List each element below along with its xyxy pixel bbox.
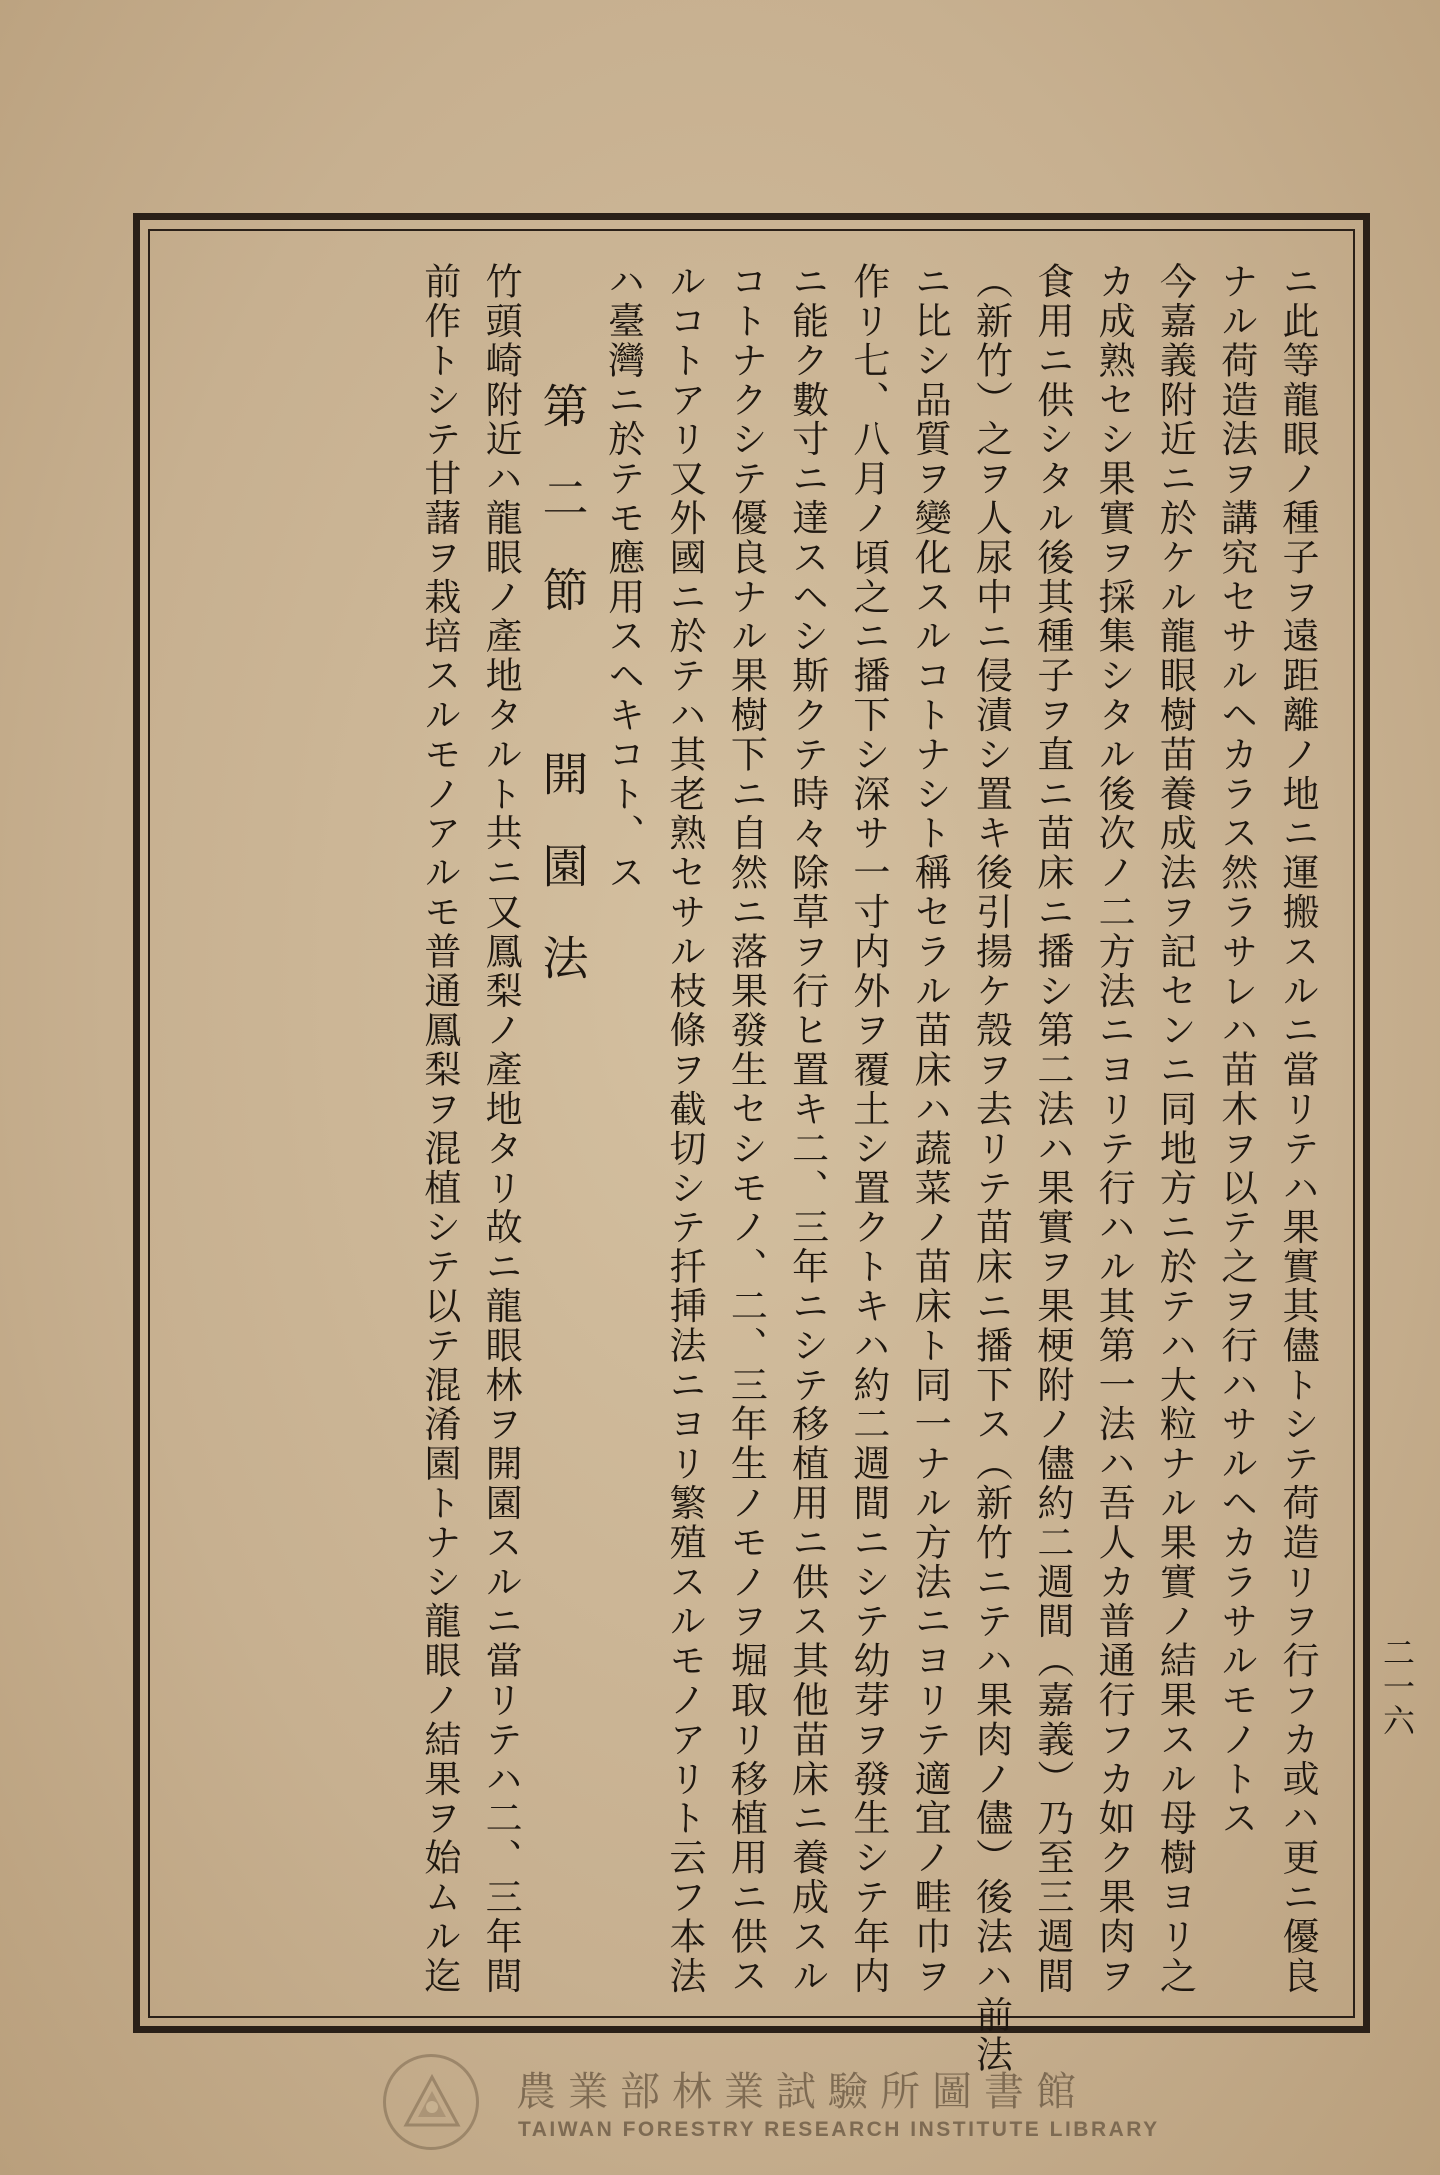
library-name-en: TAIWAN FORESTRY RESEARCH INSTITUTE LIBRARY: [518, 2118, 1160, 2141]
body-text: [188, 262, 1328, 2075]
text-column: 食用ニ供シタル後其種子ヲ直ニ苗床ニ播シ第二法ハ果實ヲ果梗附ノ儘約二週間（嘉義）乃至三週間: [1030, 262, 1074, 1996]
text-column: ニ此等龍眼ノ種子ヲ遠距離ノ地ニ運搬スルニ當リテハ果實其儘トシテ荷造リヲ行フカ或ハ更ニ優良: [1276, 262, 1319, 1996]
library-name-zh: 農業部林業試驗所圖書館: [516, 2069, 1088, 2115]
library-seal-logo: [383, 2054, 479, 2150]
text-column: ニ比シ品質ヲ變化スルコトナシト稱セラル苗床ハ蔬菜ノ苗床ト同一ナル方法ニヨリテ適宜ノ畦巾ヲ: [908, 262, 952, 1996]
text-column: 作リ七、八月ノ頃之ニ播下シ深サ一寸内外ヲ覆土シ置クトキハ約二週間ニシテ幼芽ヲ發生シテ年内: [846, 262, 890, 1996]
section-heading: 第二節 開園法: [535, 382, 590, 1026]
text-column: ニ能ク數寸ニ達スヘシ斯クテ時々除草ヲ行ヒ置キ二、三年ニシテ移植用ニ供ス其他苗床ニ養成スル: [785, 262, 829, 1996]
tree-icon: [402, 2073, 462, 2133]
text-column: カ成熟セシ果實ヲ採集シタル後次ノ二方法ニヨリテ行ハル其第一法ハ吾人カ普通行フカ如ク果肉ヲ: [1092, 262, 1136, 1996]
text-column: ハ臺灣ニ於テモ應用スヘキコト、ス: [601, 262, 645, 893]
text-column: ナル荷造法ヲ講究セサルヘカラス然ラサレハ苗木ヲ以テ之ヲ行ハサルヘカラサルモノトス: [1214, 262, 1258, 1838]
text-column: ルコトアリ又外國ニ於テハ其老熟セサル枝條ヲ截切シテ扦挿法ニヨリ繁殖スルモノアリト云フ本法: [663, 262, 707, 1996]
text-column: 竹頭崎附近ハ龍眼ノ產地タルト共ニ又鳳梨ノ產地タリ故ニ龍眼林ヲ開園スルニ當リテハ二、三年間: [479, 262, 523, 1996]
text-column: 前作トシテ甘藷ヲ栽培スルモノアルモ普通鳳梨ヲ混植シテ以テ混淆園トナシ龍眼ノ結果ヲ始ムル迄: [417, 262, 461, 1996]
page-number: 二一六: [1378, 1636, 1416, 1738]
text-column: 今嘉義附近ニ於ケル龍眼樹苗養成法ヲ記センニ同地方ニ於テハ大粒ナル果實ノ結果スル母樹ヨリ之: [1153, 262, 1197, 1996]
text-column: （新竹）之ヲ人尿中ニ侵漬シ置キ後引揚ケ殼ヲ去リテ苗床ニ播下ス（新竹ニテハ果肉ノ儘）後法ハ前法: [969, 262, 1013, 2075]
text-column: コトナクシテ優良ナル果樹下ニ自然ニ落果發生セシモノ、二、三年生ノモノヲ堀取リ移植用ニ供ス: [724, 262, 768, 1996]
